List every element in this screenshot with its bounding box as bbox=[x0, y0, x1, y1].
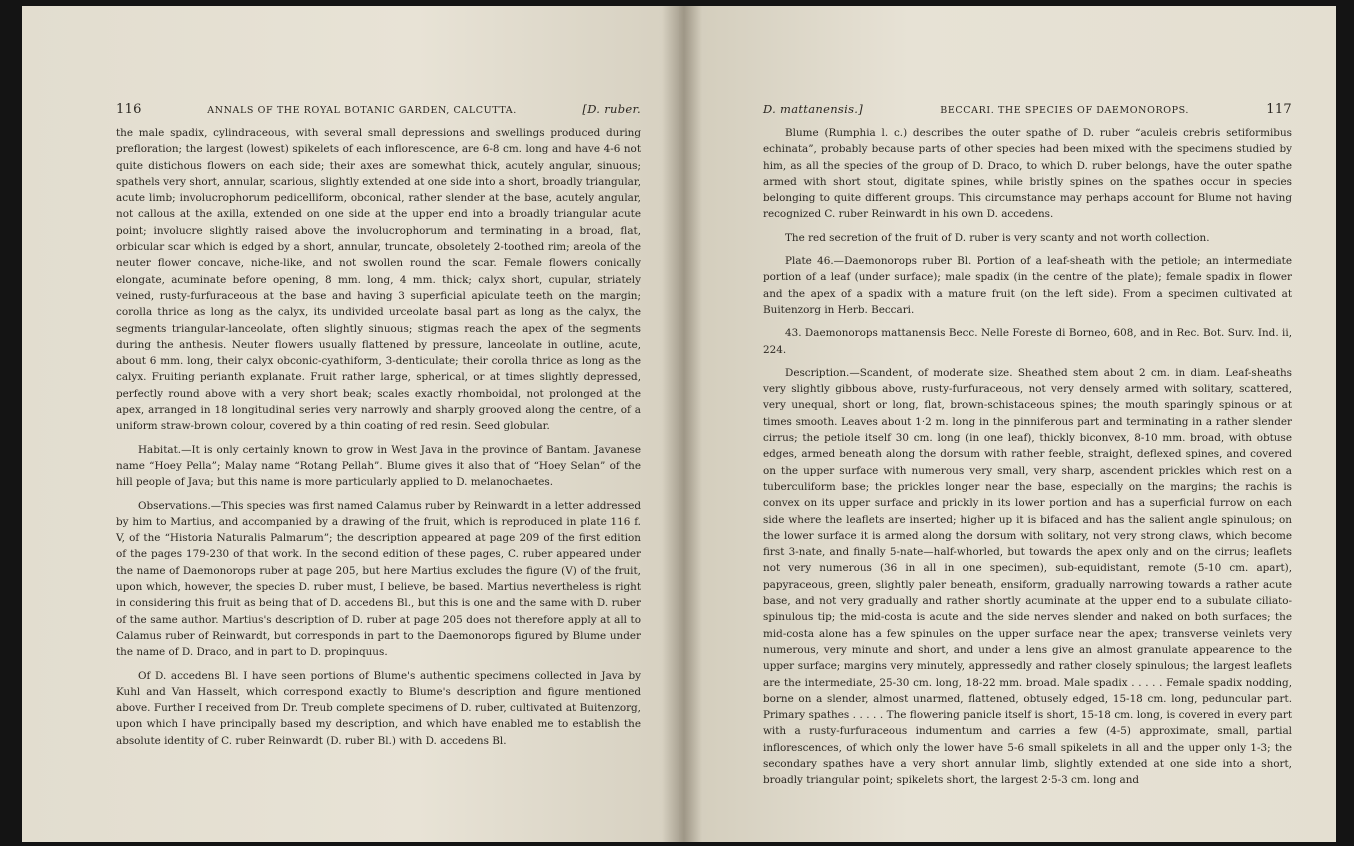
running-title: BECCARI. THE SPECIES OF DAEMONOROPS. bbox=[940, 105, 1190, 116]
page-number: 117 bbox=[1266, 102, 1292, 117]
paragraph: Observations.—This species was first named Calamus ruber by Reinwardt in a letter addressed by him to Martius, and accompanied by a drawing of the fruit, which is reproduced in plate 116 f. V, of the “Historia Naturalis Palmarum”; the description appeared at page 209 of the first edition of the pages 179-230 of that work. In the second edition of these pages, C. ruber appeared under the name of Daemonorops ruber at page 205, but here Martius excludes the figure (V) of the fruit, upon which, however, the species D. ruber must, I believe, be based. Martius nevertheless is right in considering this fruit as being that of D. accedens Bl., but this is one and the same with D. ruber of the same author. Martius's description of D. ruber at page 205 does not therefore apply at all to Calamus ruber of Reinwardt, but corresponds in part to the Daemonorops figured by Blume under the name of D. Draco, and in part to D. propinquus. bbox=[116, 499, 641, 659]
paragraph: Habitat.—It is only certainly known to grow in West Java in the province of Bantam. Javanese name “Hoey Pella”; Malay name “Rotang Pellah”. Blume gives it also that of “Hoey Selan” of the hill people of Java; but this name is more particularly applied to D. melanochaetes. bbox=[116, 443, 641, 489]
running-head-right bbox=[763, 102, 1292, 117]
book-spread bbox=[22, 6, 1336, 842]
left-page bbox=[22, 6, 679, 842]
species-bracket: [D. ruber. bbox=[582, 102, 641, 116]
page-number: 116 bbox=[116, 102, 142, 117]
running-title: ANNALS OF THE ROYAL BOTANIC GARDEN, CALCUTTA. bbox=[207, 105, 517, 116]
paragraph: Description.—Scandent, of moderate size. Sheathed stem about 2 cm. in diam. Leaf-sheaths very slightly gibbous above, rusty-furfuraceous, not very densely armed with solitary, scattered, very unequal, short or long, flat, brown-schistaceous spines; the mouth sparingly spinous or at times smooth. Leaves about 1·2 m. long in the pinniferous part and terminating in a rather slender cirrus; the petiole itself 30 cm. long (in one leaf), thickly biconvex, 8-10 mm. broad, with obtuse edges, armed beneath along the dorsum with rather feeble, straight, deflexed spines, and covered on the upper surface with numerous very small, very sharp, ascendent prickles which rest on a tuberculiform base; the prickles longer near the base, especially on the margins; the rachis is convex on its upper surface and prickly in its lower portion and has a superficial furrow on each side where the leaflets are inserted; higher up it is bifaced and has the salient angle spinulous; on the lower surface it is armed along the dorsum with solitary, not very strong claws, which become first 3-nate, and finally 5-nate—half-whorled, but towards the apex only and on the cirrus; leaflets not very numerous (36 in all in one specimen), sub-equidistant, remote (5-10 cm. apart), papyraceous, green, slightly paler beneath, ensiform, gradually narrowing towards a rather acute base, and not very gradually and rather shortly acuminate at the upper end to a subulate ciliato-spinulous tip; the mid-costa is acute and the side nerves slender and naked on both surfaces; the mid-costa alone has a few spinules on the upper surface near the apex; transverse veinlets very numerous, very minute and short, and under a lens give an almost granulate appearence to the upper surface; margins very minutely, appressedly and rather closely spinulous; the largest leaflets are the intermediate, 25-30 cm. long, 18-22 mm. broad. Male spadix . . . . . Female spadix nodding, borne on a slender, almost unarmed, flattened, obtusely edged, 15-18 cm. long, peduncular part. Primary spathes . . . . . The flowering panicle itself is short, 15-18 cm. long, is covered in every part with a rusty-furfuraceous indumentum and carries a few (4-5) approximate, small, partial inflorescences, of which only the lower have 5-6 small spikelets in all and the upper only 1-3; the secondary spathes have a very short annular limb, slightly extended at one side into a short, broadly triangular point; spikelets short, the largest 2·5-3 cm. long and bbox=[763, 366, 1292, 787]
book-gutter bbox=[662, 6, 702, 842]
paragraph: Plate 46.—Daemonorops ruber Bl. Portion of a leaf-sheath with the petiole; an intermediate portion of a leaf (under surface); male spadix (in the centre of the plate); female spadix in flower and the apex of a spadix with a mature fruit (on the left side). From a specimen cultivated at Buitenzorg in Herb. Beccari. bbox=[763, 255, 1292, 316]
running-head-left bbox=[116, 102, 641, 117]
paragraph: Blume (Rumphia l. c.) describes the outer spathe of D. ruber “aculeis crebris setiformibus echinata”, probably because parts of other species had been mixed with the specimens studied by him, as all the species of the group of D. Draco, to which D. ruber belongs, have the outer spathe armed with short stout, digitate spines, while bristly spines on the spathes occur in species belonging to quite different groups. This circumstance may perhaps account for Blume not having recognized C. ruber Reinwardt in his own D. accedens. bbox=[763, 127, 1292, 221]
paragraph: The red secretion of the fruit of D. ruber is very scanty and not worth collection. bbox=[785, 231, 1210, 244]
species-bracket: D. mattanensis.] bbox=[763, 102, 864, 116]
right-page bbox=[679, 6, 1336, 842]
paragraph: 43. Daemonorops mattanensis Becc. Nelle Foreste di Borneo, 608, and in Rec. Bot. Surv. Ind. ii, 224. bbox=[763, 327, 1292, 356]
paragraph: the male spadix, cylindraceous, with several small depressions and swellings produced during preflorati​on; the largest (lowest) spikelets of each inflorescence, are 6-8 cm. long and have 4-6 not quite distichous flowers on each side; their axes are somewhat thick, acutely angular, sinuous; spathels very short, annular, scarious, slightly extended at one side into a short, broadly triangular, acute limb; involucrophorum pedicelliform, obconical, rather slender at the base, acutely angular, not callous at the axilla, extended on one side at the upper end into a broadly triangular acute point; involucre slightly raised above the involucrophorum and terminating in a broad, flat, orbicular scar which is edged by a short, annular, truncate, obsoletely 2-toothed rim; areola of the neuter flower concave, niche-like, and not swollen round the scar. Female flowers conically elongate, acuminate before opening, 8 mm. long, 4 mm. thick; calyx short, cupular, striately veined, rusty-furfuraceous at the base and having 3 superficial apiculate teeth on the margin; corolla thrice as long as the calyx, its undivided urceolate basal part as long as the calyx, the segments triangular-lanceolate, often slightly sinuous; stigmas reach the apex of the segments during the anthesis. Neuter flowers usually flattened by pressure, lanceolate in outline, acute, about 6 mm. long, their calyx obconic-cyathiform, 3-denticulate; their corolla thrice as long as the calyx. Fruiting perianth explanate. Fruit rather large, spherical, or at times slightly depressed, perfectly round above with a very short beak; scales exactly rhomboidal, not prolonged at the apex, arranged in 18 longitudinal series very narrowly and sharply grooved along the centre, of a uniform straw-brown colour, covered by a thin coating of red resin. Seed globular. bbox=[116, 127, 641, 433]
paragraph: Of D. accedens Bl. I have seen portions of Blume's authentic specimens collected in Java by Kuhl and Van Hasselt, which correspond exactly to Blume's description and figure mentioned above. Further I received from Dr. Treub complete specimens of D. ruber, cultivated at Buitenzorg, upon which I have principally based my description, and which have enabled me to establish the absolute identity of C. ruber Reinwardt (D. ruber Bl.) with D. accedens Bl. bbox=[116, 669, 641, 747]
